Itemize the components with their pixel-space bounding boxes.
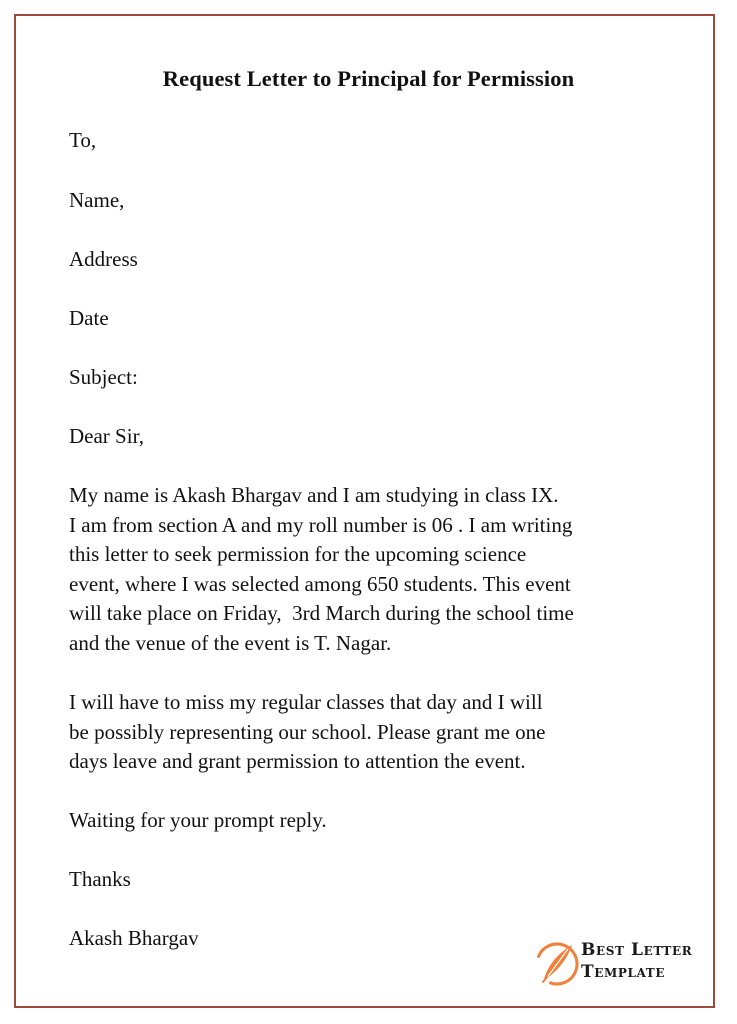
paragraph-line: and the venue of the event is T. Nagar. <box>69 630 392 655</box>
recipient-to: To, <box>69 128 97 152</box>
logo-text-line1: Best Letter <box>581 940 693 960</box>
letter-subject: Subject: <box>69 365 138 389</box>
paragraph-line: will take place on Friday, 3rd March during the school time <box>69 601 574 625</box>
salutation: Dear Sir, <box>69 424 144 448</box>
quill-feather-icon <box>534 939 580 987</box>
body-paragraph-2 <box>69 688 545 777</box>
signature: Akash Bhargav <box>69 926 199 950</box>
brand-logo <box>534 939 694 991</box>
recipient-name: Name, <box>69 188 125 212</box>
paragraph-line: I will have to miss my regular classes that day and I will <box>69 690 543 714</box>
paragraph-line: be possibly representing our school. Please grant me one <box>69 719 546 744</box>
thanks-line: Thanks <box>69 867 131 891</box>
recipient-address: Address <box>69 247 138 271</box>
paragraph-line: days leave and grant permission to attention the event. <box>69 749 526 773</box>
closing-line: Waiting for your prompt reply. <box>69 808 327 832</box>
paragraph-line: this letter to seek permission for the upcoming science <box>69 542 527 566</box>
body-paragraph-1 <box>69 481 574 658</box>
paragraph-line: event, where I was selected among 650 students. This event <box>69 571 571 596</box>
paragraph-line: My name is Akash Bhargav and I am studying in class IX. <box>69 483 559 507</box>
letter-title: Request Letter to Principal for Permission <box>162 66 575 91</box>
logo-text-line2: Template <box>581 962 666 982</box>
paragraph-line: I am from section A and my roll number is 06 . I am writing <box>69 512 573 537</box>
letter-date: Date <box>69 306 109 330</box>
